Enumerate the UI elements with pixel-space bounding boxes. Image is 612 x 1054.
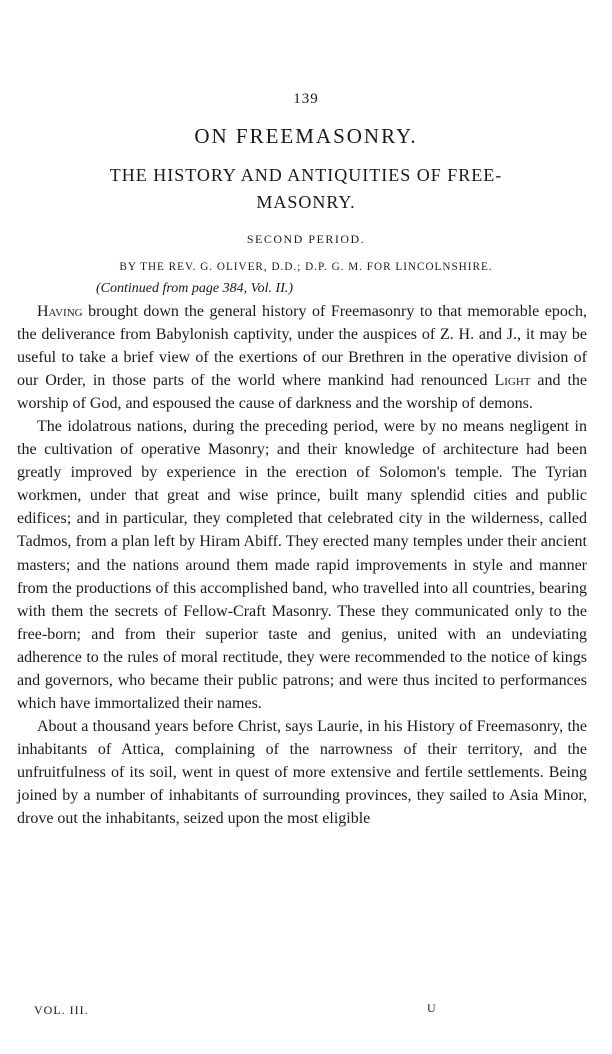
author-byline: BY THE REV. G. OLIVER, D.D.; D.P. G. M. FOR LINCOLNSHIRE. <box>119 261 493 273</box>
section-period: SECOND PERIOD. <box>246 232 366 246</box>
page-number: 139 <box>293 91 319 107</box>
body-text <box>17 300 587 830</box>
small-caps-word: Light <box>494 372 531 390</box>
paragraph: The idolatrous nations, during the preceding period, were by no means negligent in the cultivation of operative Masonry; and their knowledge of architecture had been greatly improved by experience in the erection of Solomon's temple. The Tyrian workmen, under that great and wise prince, built many splendid cities and public edifices; and in particular, they completed that celebrated city in the wilderness, called Tadmos, from a plan left by Hiram Abiff. They erected many temples under their ancient masters; and the nations around them made rapid improvements in style and manner from the productions of this accomplished band, who travelled into all countries, bearing with them the secrets of Fellow-Craft Masonry. These they communicated only to the free-born; and from their superior taste and genius, united with an undeviating adherence to the rules of moral rectitude, they were recommended to the notice of kings and governors, who became their public patrons; and were thus incited to performances which have immortalized their names. <box>17 418 587 712</box>
subtitle-line-1: THE HISTORY AND ANTIQUITIES OF FREE- <box>109 165 503 185</box>
paragraph <box>17 300 587 415</box>
article-title: ON FREEMASONRY. <box>194 124 418 148</box>
continuation-note: (Continued from page 384, Vol. II.) <box>96 281 294 296</box>
subtitle-line-2: MASONRY. <box>256 192 356 212</box>
signature-mark: U <box>427 1001 436 1015</box>
volume-footer: VOL. III. <box>34 1003 89 1017</box>
paragraph-text: and the worship of God, and espoused the cause of darkness and the worship of demons. <box>17 372 587 413</box>
paragraph: About a thousand years before Christ, says Laurie, in his History of Freemasonry, the inhabitants of Attica, complaining of the narrowness of their territory, and the unfruitfulness of its soil, went in quest of more extensive and fertile settlements. Being joined by a number of inhabitants of surrounding provinces, they sailed to Asia Minor, drove out the inhabitants, seized upon the most eligible <box>17 717 587 828</box>
paragraph-text: brought down the general history of Freemasonry to that memorable epoch, the deliverance from Babylonish captivity, under the auspices of Z. H. and J., it may be useful to take a brief view of the exertions of our Brethren in the operative division of our Order, in those parts of the world where mankind had renounced <box>17 303 587 390</box>
article-subtitle <box>25 162 587 216</box>
drop-word: Having <box>37 303 83 320</box>
